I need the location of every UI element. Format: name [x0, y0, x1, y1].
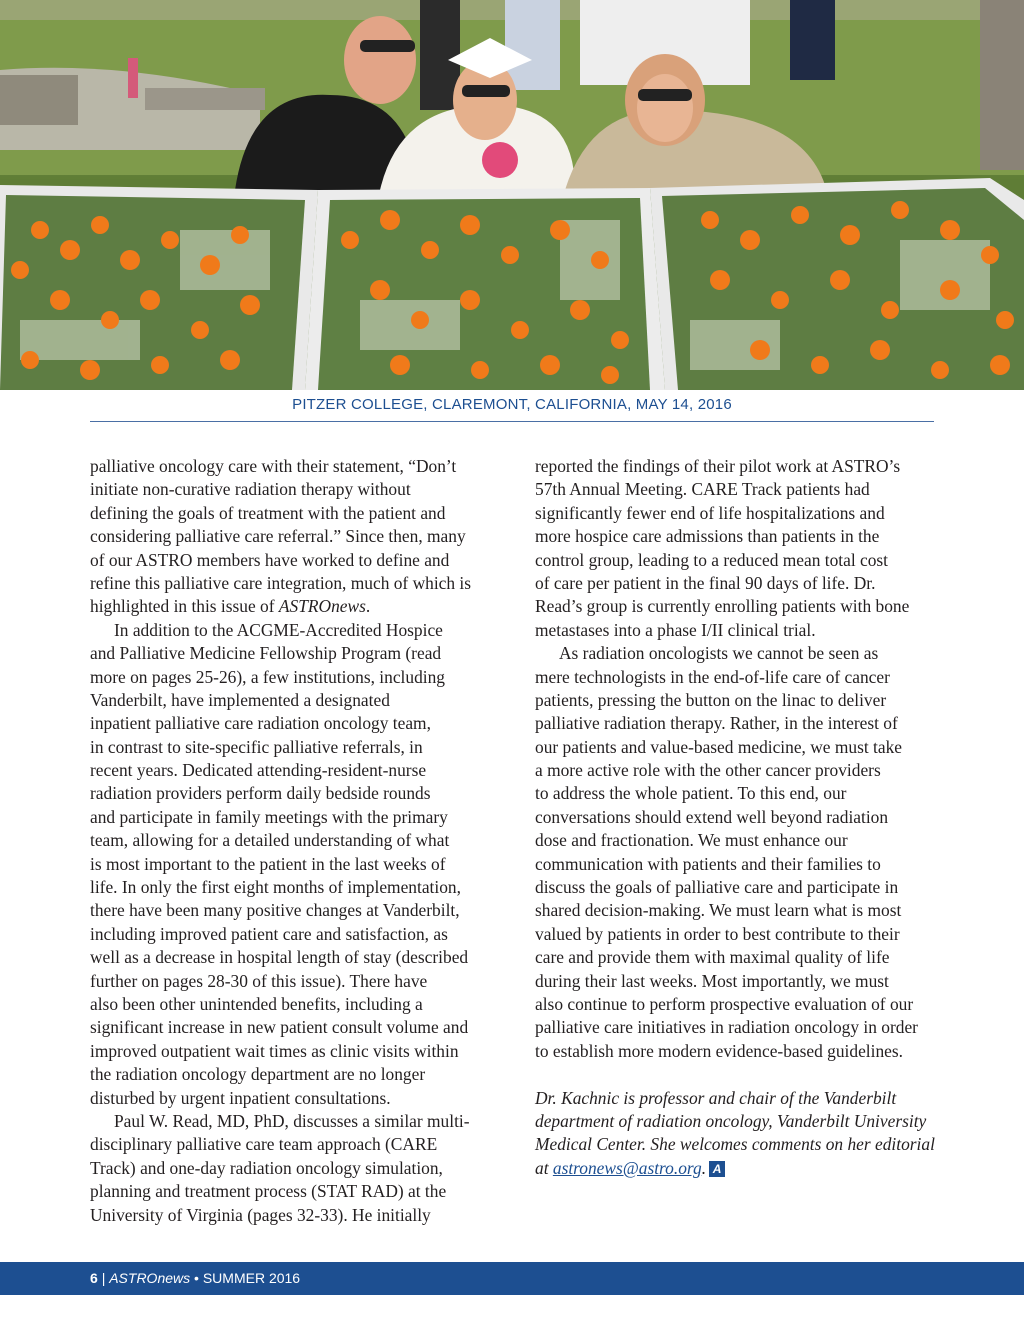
paragraph-start: Paul W. Read, MD, PhD, discusses a similar multi-: [114, 1110, 470, 1131]
body-line: considering palliative care referral.” Since then, many: [90, 526, 466, 547]
body-text: highlighted in this issue of: [90, 596, 279, 617]
stone-ledge: [145, 88, 265, 110]
body-line: communication with patients and their families to: [535, 853, 881, 874]
body-line: shared decision-making. We must learn what is most: [535, 900, 902, 921]
body-line: reported the findings of their pilot work at ASTRO’s: [535, 456, 901, 476]
body-line: patients, pressing the button on the linac to deliver: [535, 689, 887, 710]
woman-sunglasses: [638, 89, 692, 101]
footer-bar: [0, 1262, 1024, 1295]
body-line: refine this palliative care integration, much of which is: [90, 572, 472, 593]
body-line: the radiation oncology department are no longer: [90, 1064, 426, 1085]
footer-publication: ASTROnews: [109, 1270, 191, 1286]
body-line: also been other unintended benefits, including a: [90, 993, 423, 1014]
footer-bullet: •: [194, 1270, 199, 1286]
body-line: Track) and one-day radiation oncology simulation,: [90, 1157, 443, 1178]
person-standing: [790, 0, 835, 80]
author-bio-text: at: [535, 1157, 553, 1178]
body-line: to address the whole patient. To this end, our: [535, 783, 847, 804]
body-line: and Palliative Medicine Fellowship Program (read: [90, 643, 442, 664]
body-line: is most important to the patient in the last weeks of: [90, 853, 446, 874]
child: [128, 58, 138, 98]
right-column: [535, 455, 935, 1180]
author-bio-line: department of radiation oncology, Vanderbilt University: [535, 1110, 927, 1131]
body-line: of care per patient in the final 90 days of life. Dr.: [535, 572, 876, 593]
body-line: conversations should extend well beyond radiation: [535, 806, 889, 827]
body-line: palliative care initiatives in radiation oncology in order: [535, 1017, 918, 1038]
body-line: a more active role with the other cancer providers: [535, 760, 881, 781]
photo-caption: PITZER COLLEGE, CLAREMONT, CALIFORNIA, MAY 14, 2016: [292, 396, 732, 413]
body-line: including improved patient care and satisfaction, as: [90, 923, 448, 944]
body-line: recent years. Dedicated attending-resident-nurse: [90, 760, 427, 781]
footer-text: [90, 1270, 300, 1286]
body-line: Vanderbilt, have implemented a designated: [90, 689, 390, 710]
body-line: 57th Annual Meeting. CARE Track patients had: [535, 479, 870, 500]
body-line: metastases into a phase I/II clinical trial.: [535, 619, 816, 640]
graduate-sunglasses: [462, 85, 510, 97]
body-line: inpatient palliative care radiation oncology team,: [90, 713, 431, 734]
body-line: University of Virginia (pages 32-33). He initially: [90, 1204, 431, 1225]
stone-wall: [0, 75, 78, 125]
person-standing: [980, 0, 1024, 170]
woman-face: [637, 74, 693, 142]
body-line: control group, leading to a reduced mean total cost: [535, 549, 889, 570]
body-line: significant increase in new patient consult volume and: [90, 1017, 469, 1038]
body-line: defining the goals of treatment with the patient and: [90, 502, 446, 523]
body-line: [90, 595, 490, 618]
body-line: planning and treatment process (STAT RAD) at the: [90, 1181, 447, 1202]
body-line: during their last weeks. Most importantly, we must: [535, 970, 889, 991]
body-line: improved outpatient wait times as clinic visits within: [90, 1040, 459, 1061]
astro-logo-icon: A: [709, 1161, 725, 1177]
body-line: palliative radiation therapy. Rather, in the interest of: [535, 713, 898, 734]
body-line: mere technologists in the end-of-life care of cancer: [535, 666, 890, 687]
footer-separator: |: [101, 1270, 106, 1286]
caption-divider: [90, 421, 934, 422]
body-line: team, allowing for a detailed understanding of what: [90, 830, 450, 851]
body-line: life. In only the first eight months of implementation,: [90, 877, 461, 898]
body-line: in contrast to site-specific palliative referrals, in: [90, 736, 423, 757]
author-bio-line: Dr. Kachnic is professor and chair of the Vanderbilt: [535, 1087, 897, 1108]
body-line: more hospice care admissions than patients in the: [535, 526, 880, 547]
publication-name: ASTROnews: [278, 596, 366, 617]
email-link[interactable]: astronews@astro.org: [552, 1157, 702, 1178]
body-line: well as a decrease in hospital length of stay (described: [90, 947, 469, 968]
body-line: to establish more modern evidence-based guidelines.: [535, 1040, 903, 1061]
man-face: [344, 16, 416, 104]
author-bio-line: Medical Center. She welcomes comments on her editorial: [535, 1134, 935, 1155]
body-line: Read’s group is currently enrolling patients with bone: [535, 596, 910, 617]
body-line: there have been many positive changes at Vanderbilt,: [90, 900, 460, 921]
body-line: dose and fractionation. We must enhance our: [535, 830, 848, 851]
punctuation: .: [365, 596, 371, 617]
body-line: radiation providers perform daily bedside rounds: [90, 783, 431, 804]
man-glasses: [360, 40, 415, 52]
header-photo: [0, 0, 1024, 390]
body-line: discuss the goals of palliative care and participate in: [535, 877, 899, 898]
punctuation: .: [701, 1157, 707, 1178]
body-line: disciplinary palliative care team approach (CARE: [90, 1134, 438, 1155]
left-column: [90, 455, 490, 1227]
body-line: palliative oncology care with their statement, “Don’t: [90, 456, 457, 476]
body-line: further on pages 28-30 of this issue). There have: [90, 970, 428, 991]
body-line: our patients and value-based medicine, we must take: [535, 736, 903, 757]
body-line: care and provide them with maximal quality of life: [535, 947, 890, 968]
body-line: significantly fewer end of life hospitalizations and: [535, 502, 885, 523]
body-line: valued by patients in order to best contribute to their: [535, 923, 900, 944]
lei: [482, 142, 518, 178]
body-line: and participate in family meetings with the primary: [90, 806, 448, 827]
body-line: more on pages 25-26), a few institutions, including: [90, 666, 445, 687]
body-line: initiate non-curative radiation therapy without: [90, 479, 411, 500]
body-line: of our ASTRO members have worked to define and: [90, 549, 450, 570]
body-line: disturbed by urgent inpatient consultations.: [90, 1087, 391, 1108]
footer-issue: SUMMER 2016: [202, 1270, 301, 1286]
spacer: [535, 1063, 935, 1086]
paragraph-start: In addition to the ACGME-Accredited Hospice: [114, 619, 443, 640]
page-number: 6: [90, 1270, 98, 1286]
person-standing: [505, 0, 560, 90]
author-bio-line: [535, 1157, 935, 1180]
graduation-photo-icon: [0, 0, 1024, 390]
paragraph-start: As radiation oncologists we cannot be seen as: [559, 643, 879, 664]
body-line: also continue to perform prospective evaluation of our: [535, 993, 914, 1014]
